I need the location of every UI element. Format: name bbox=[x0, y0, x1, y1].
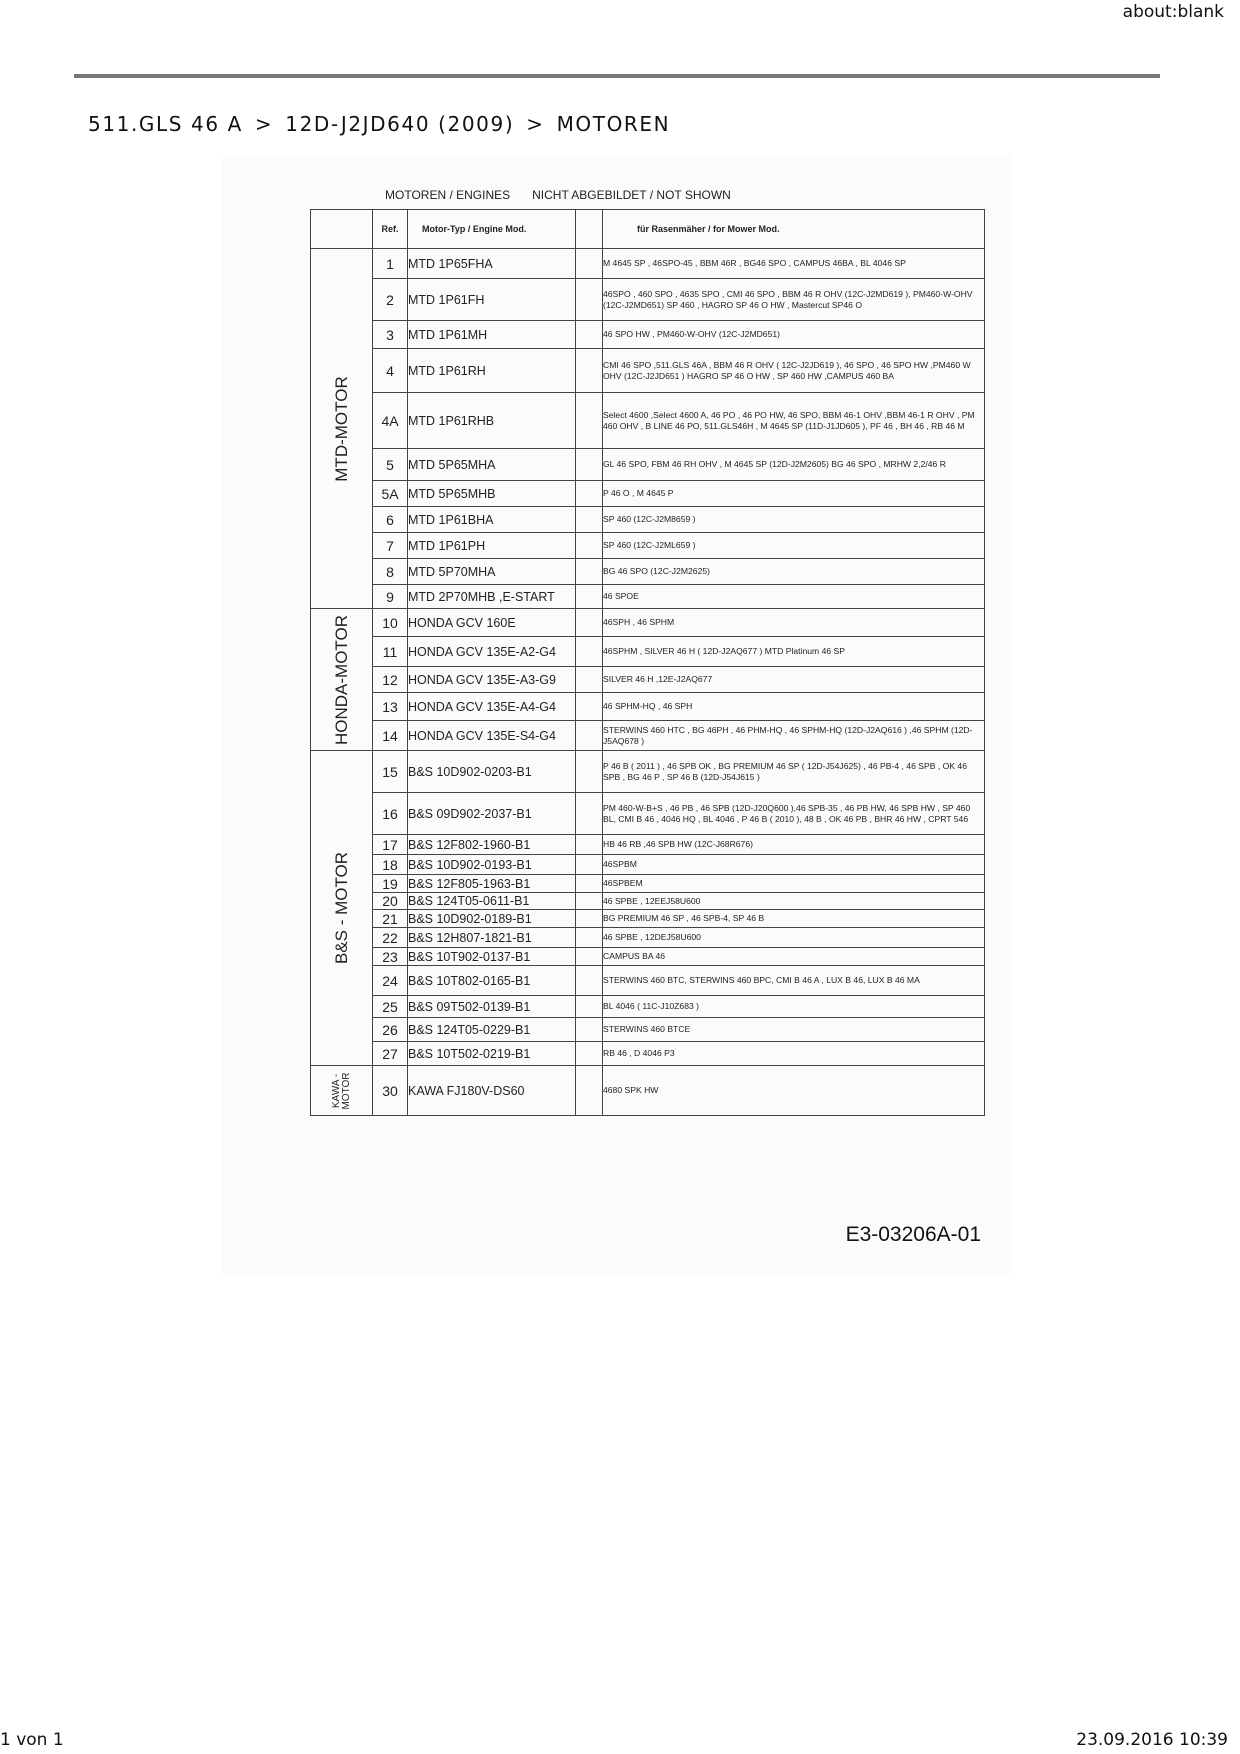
spacer-cell bbox=[576, 249, 603, 279]
spacer-cell bbox=[576, 321, 603, 349]
table-row bbox=[311, 996, 985, 1018]
ref-cell: 5 bbox=[373, 449, 408, 481]
engine-type-cell: B&S 10T502-0219-B1 bbox=[408, 1042, 576, 1066]
table-row bbox=[311, 928, 985, 948]
spacer-cell bbox=[576, 910, 603, 928]
ref-cell: 14 bbox=[373, 721, 408, 751]
table-row bbox=[311, 533, 985, 559]
spacer-cell bbox=[576, 996, 603, 1018]
breadcrumb-item-section[interactable]: MOTOREN bbox=[556, 112, 671, 136]
ref-cell: 16 bbox=[373, 793, 408, 835]
engine-type-cell: B&S 12F805-1963-B1 bbox=[408, 875, 576, 893]
mower-models-cell: STERWINS 460 BTCE bbox=[603, 1018, 985, 1042]
table-row bbox=[311, 893, 985, 910]
spacer-cell bbox=[576, 481, 603, 507]
spacer-cell bbox=[576, 948, 603, 966]
table-header-row bbox=[311, 210, 985, 249]
table-row bbox=[311, 875, 985, 893]
header-engine-type: Motor-Typ / Engine Mod. bbox=[408, 210, 576, 249]
mower-models-cell: 46SPH , 46 SPHM bbox=[603, 609, 985, 637]
group-label-cell bbox=[311, 751, 373, 1066]
spacer-cell bbox=[576, 1042, 603, 1066]
mower-models-cell: BG PREMIUM 46 SP , 46 SPB-4, SP 46 B bbox=[603, 910, 985, 928]
table-row bbox=[311, 559, 985, 585]
table-row bbox=[311, 855, 985, 875]
ref-cell: 10 bbox=[373, 609, 408, 637]
mower-models-cell: SP 460 (12C-J2M8659 ) bbox=[603, 507, 985, 533]
spacer-cell bbox=[576, 928, 603, 948]
group-label: MTD-MOTOR bbox=[331, 375, 351, 482]
engine-type-cell: HONDA GCV 160E bbox=[408, 609, 576, 637]
ref-cell: 11 bbox=[373, 637, 408, 667]
engine-type-cell: MTD 1P61BHA bbox=[408, 507, 576, 533]
table-row bbox=[311, 667, 985, 693]
table-row bbox=[311, 249, 985, 279]
table-row bbox=[311, 609, 985, 637]
print-datetime: 23.09.2016 10:39 bbox=[1076, 1730, 1228, 1750]
ref-cell: 5A bbox=[373, 481, 408, 507]
spacer-cell bbox=[576, 1066, 603, 1116]
header-group bbox=[311, 210, 373, 249]
table-row bbox=[311, 1042, 985, 1066]
engine-type-cell: B&S 09D902-2037-B1 bbox=[408, 793, 576, 835]
mower-models-cell: 46 SPOE bbox=[603, 585, 985, 609]
browser-url: about:blank bbox=[1122, 2, 1224, 22]
breadcrumb-item-version[interactable]: 12D-J2JD640 (2009) bbox=[285, 112, 515, 136]
engine-type-cell: MTD 5P65MHA bbox=[408, 449, 576, 481]
header-ref: Ref. bbox=[373, 210, 408, 249]
engine-type-cell: HONDA GCV 135E-A2-G4 bbox=[408, 637, 576, 667]
table-row bbox=[311, 1066, 985, 1116]
ref-cell: 21 bbox=[373, 910, 408, 928]
mower-models-cell: 4680 SPK HW bbox=[603, 1066, 985, 1116]
ref-cell: 15 bbox=[373, 751, 408, 793]
header-mower-models: für Rasenmäher / for Mower Mod. bbox=[603, 210, 985, 249]
engine-type-cell: MTD 5P65MHB bbox=[408, 481, 576, 507]
spacer-cell bbox=[576, 667, 603, 693]
mower-models-cell: RB 46 , D 4046 P3 bbox=[603, 1042, 985, 1066]
breadcrumb-separator: > bbox=[526, 112, 545, 136]
engine-type-cell: B&S 124T05-0229-B1 bbox=[408, 1018, 576, 1042]
engine-type-cell: HONDA GCV 135E-A4-G4 bbox=[408, 693, 576, 721]
table-row bbox=[311, 349, 985, 393]
spacer-cell bbox=[576, 279, 603, 321]
mower-models-cell: 46SPO , 460 SPO , 4635 SPO , CMI 46 SPO , BBM 46 R OHV (12C-J2MD619 ), PM460-W-OHV (12C-J2MD651) SP 460 , HAGRO SP 46 O HW , Mastercut SP46 O bbox=[603, 279, 985, 321]
engine-type-cell: B&S 09T502-0139-B1 bbox=[408, 996, 576, 1018]
table-row bbox=[311, 321, 985, 349]
mower-models-cell: HB 46 RB ,46 SPB HW (12C-J68R676) bbox=[603, 835, 985, 855]
page-count: 1 von 1 bbox=[0, 1730, 64, 1750]
ref-cell: 22 bbox=[373, 928, 408, 948]
mower-models-cell: M 4645 SP , 46SPO-45 , BBM 46R , BG46 SPO , CAMPUS 46BA , BL 4046 SP bbox=[603, 249, 985, 279]
mower-models-cell: 46SPBM bbox=[603, 855, 985, 875]
engine-type-cell: B&S 10D902-0189-B1 bbox=[408, 910, 576, 928]
spacer-cell bbox=[576, 1018, 603, 1042]
ref-cell: 17 bbox=[373, 835, 408, 855]
table-row bbox=[311, 279, 985, 321]
ref-cell: 12 bbox=[373, 667, 408, 693]
table-row bbox=[311, 507, 985, 533]
spacer-cell bbox=[576, 609, 603, 637]
engine-type-cell: MTD 1P65FHA bbox=[408, 249, 576, 279]
ref-cell: 20 bbox=[373, 893, 408, 910]
engine-type-cell: MTD 1P61FH bbox=[408, 279, 576, 321]
table-row bbox=[311, 966, 985, 996]
spacer-cell bbox=[576, 721, 603, 751]
sheet-title bbox=[385, 188, 731, 202]
engine-type-cell: MTD 1P61PH bbox=[408, 533, 576, 559]
engine-type-cell: KAWA FJ180V-DS60 bbox=[408, 1066, 576, 1116]
mower-models-cell: 46SPHM , SILVER 46 H ( 12D-J2AQ677 ) MTD Platinum 46 SP bbox=[603, 637, 985, 667]
parts-drawing bbox=[222, 155, 1011, 1275]
drawing-number: E3-03206A-01 bbox=[845, 1223, 981, 1246]
table-row bbox=[311, 910, 985, 928]
ref-cell: 26 bbox=[373, 1018, 408, 1042]
mower-models-cell: 46 SPHM-HQ , 46 SPH bbox=[603, 693, 985, 721]
mower-models-cell: P 46 B ( 2011 ) , 46 SPB OK , BG PREMIUM 46 SP ( 12D-J54J625) , 46 PB-4 , 46 SPB , OK 46 SPB , BG 46 P , SP 46 B (12D-J54J615 ) bbox=[603, 751, 985, 793]
spacer-cell bbox=[576, 637, 603, 667]
mower-models-cell: 46SPBEM bbox=[603, 875, 985, 893]
mower-models-cell: CMI 46 SPO ,511.GLS 46A , BBM 46 R OHV ( 12C-J2JD619 ), 46 SPO , 46 SPO HW ,PM460 W OHV (12C-J2JD651 ) HAGRO SP 46 O HW , SP 460 HW ,CAMPUS 460 BA bbox=[603, 349, 985, 393]
ref-cell: 23 bbox=[373, 948, 408, 966]
mower-models-cell: PM 460-W-B+S , 46 PB , 46 SPB (12D-J20Q600 ),46 SPB-35 , 46 PB HW, 46 SPB HW , SP 460 BL, CMI B 46 , 4046 HQ , BL 4046 , P 46 B ( 2010 ), 48 B , OK 46 PB , BHR 46 HW , CPRT 546 bbox=[603, 793, 985, 835]
mower-models-cell: P 46 O , M 4645 P bbox=[603, 481, 985, 507]
group-label-cell bbox=[311, 609, 373, 751]
spacer-cell bbox=[576, 693, 603, 721]
engine-type-cell: HONDA GCV 135E-S4-G4 bbox=[408, 721, 576, 751]
breadcrumb-item-model[interactable]: 511.GLS 46 A bbox=[88, 112, 243, 136]
table-row bbox=[311, 585, 985, 609]
ref-cell: 30 bbox=[373, 1066, 408, 1116]
mower-models-cell: CAMPUS BA 46 bbox=[603, 948, 985, 966]
ref-cell: 2 bbox=[373, 279, 408, 321]
ref-cell: 8 bbox=[373, 559, 408, 585]
engine-table bbox=[310, 209, 985, 1116]
mower-models-cell: BG 46 SPO (12C-J2M2625) bbox=[603, 559, 985, 585]
table-row bbox=[311, 793, 985, 835]
table-row bbox=[311, 637, 985, 667]
ref-cell: 6 bbox=[373, 507, 408, 533]
spacer-cell bbox=[576, 855, 603, 875]
ref-cell: 9 bbox=[373, 585, 408, 609]
engine-type-cell: B&S 124T05-0611-B1 bbox=[408, 893, 576, 910]
mower-models-cell: SP 460 (12C-J2ML659 ) bbox=[603, 533, 985, 559]
header-spacer bbox=[576, 210, 603, 249]
engine-type-cell: MTD 5P70MHA bbox=[408, 559, 576, 585]
ref-cell: 18 bbox=[373, 855, 408, 875]
mower-models-cell: 46 SPBE , 12EEJ58U600 bbox=[603, 893, 985, 910]
mower-models-cell: SILVER 46 H ,12E-J2AQ677 bbox=[603, 667, 985, 693]
engine-type-cell: B&S 10D902-0203-B1 bbox=[408, 751, 576, 793]
ref-cell: 4 bbox=[373, 349, 408, 393]
mower-models-cell: GL 46 SPO, FBM 46 RH OHV , M 4645 SP (12D-J2M2605) BG 46 SPO , MRHW 2,2/46 R bbox=[603, 449, 985, 481]
ref-cell: 27 bbox=[373, 1042, 408, 1066]
ref-cell: 4A bbox=[373, 393, 408, 449]
engine-type-cell: B&S 10T802-0165-B1 bbox=[408, 966, 576, 996]
table-row bbox=[311, 393, 985, 449]
engine-type-cell: B&S 10T902-0137-B1 bbox=[408, 948, 576, 966]
engine-type-cell: B&S 12F802-1960-B1 bbox=[408, 835, 576, 855]
table-row bbox=[311, 481, 985, 507]
header-divider bbox=[74, 74, 1160, 78]
mower-models-cell: Select 4600 ,Select 4600 A, 46 PO , 46 PO HW, 46 SPO, BBM 46-1 OHV ,BBM 46-1 R OHV , PM 460 OHV , B LINE 46 PO, 511.GLS46H , M 4645 SP (11D-J1JD605 ), PF 46 , BH 46 , RB 46 M bbox=[603, 393, 985, 449]
mower-models-cell: BL 4046 ( 11C-J10Z683 ) bbox=[603, 996, 985, 1018]
spacer-cell bbox=[576, 449, 603, 481]
spacer-cell bbox=[576, 751, 603, 793]
breadcrumb bbox=[88, 112, 670, 136]
table-row bbox=[311, 693, 985, 721]
spacer-cell bbox=[576, 585, 603, 609]
engine-type-cell: MTD 1P61RH bbox=[408, 349, 576, 393]
ref-cell: 3 bbox=[373, 321, 408, 349]
sheet-title-left: MOTOREN / ENGINES bbox=[385, 188, 511, 202]
spacer-cell bbox=[576, 559, 603, 585]
spacer-cell bbox=[576, 393, 603, 449]
table-row bbox=[311, 1018, 985, 1042]
engine-type-cell: MTD 1P61RHB bbox=[408, 393, 576, 449]
group-label: B&S - MOTOR bbox=[331, 851, 351, 965]
ref-cell: 1 bbox=[373, 249, 408, 279]
engine-type-cell: MTD 1P61MH bbox=[408, 321, 576, 349]
ref-cell: 25 bbox=[373, 996, 408, 1018]
spacer-cell bbox=[576, 507, 603, 533]
ref-cell: 13 bbox=[373, 693, 408, 721]
engine-type-cell: B&S 12H807-1821-B1 bbox=[408, 928, 576, 948]
spacer-cell bbox=[576, 533, 603, 559]
table-row bbox=[311, 948, 985, 966]
table-row bbox=[311, 835, 985, 855]
spacer-cell bbox=[576, 349, 603, 393]
table-row bbox=[311, 751, 985, 793]
breadcrumb-separator: > bbox=[254, 112, 274, 136]
spacer-cell bbox=[576, 966, 603, 996]
group-label-cell bbox=[311, 1066, 373, 1116]
group-label: KAWA - MOTOR bbox=[330, 1071, 352, 1110]
engine-type-cell: B&S 10D902-0193-B1 bbox=[408, 855, 576, 875]
mower-models-cell: 46 SPO HW , PM460-W-OHV (12C-J2MD651) bbox=[603, 321, 985, 349]
engine-type-cell: MTD 2P70MHB ,E-START bbox=[408, 585, 576, 609]
ref-cell: 24 bbox=[373, 966, 408, 996]
spacer-cell bbox=[576, 893, 603, 910]
sheet-title-right: NICHT ABGEBILDET / NOT SHOWN bbox=[532, 188, 731, 202]
ref-cell: 19 bbox=[373, 875, 408, 893]
group-label-cell bbox=[311, 249, 373, 609]
spacer-cell bbox=[576, 875, 603, 893]
mower-models-cell: 46 SPBE , 12DEJ58U600 bbox=[603, 928, 985, 948]
table-row bbox=[311, 449, 985, 481]
mower-models-cell: STERWINS 460 BTC, STERWINS 460 BPC, CMI B 46 A , LUX B 46, LUX B 46 MA bbox=[603, 966, 985, 996]
table-row bbox=[311, 721, 985, 751]
mower-models-cell: STERWINS 460 HTC , BG 46PH , 46 PHM-HQ , 46 SPHM-HQ (12D-J2AQ616 ) ,46 SPHM (12D-J5AQ678 ) bbox=[603, 721, 985, 751]
group-label: HONDA-MOTOR bbox=[331, 614, 351, 745]
engine-type-cell: HONDA GCV 135E-A3-G9 bbox=[408, 667, 576, 693]
ref-cell: 7 bbox=[373, 533, 408, 559]
spacer-cell bbox=[576, 793, 603, 835]
spacer-cell bbox=[576, 835, 603, 855]
